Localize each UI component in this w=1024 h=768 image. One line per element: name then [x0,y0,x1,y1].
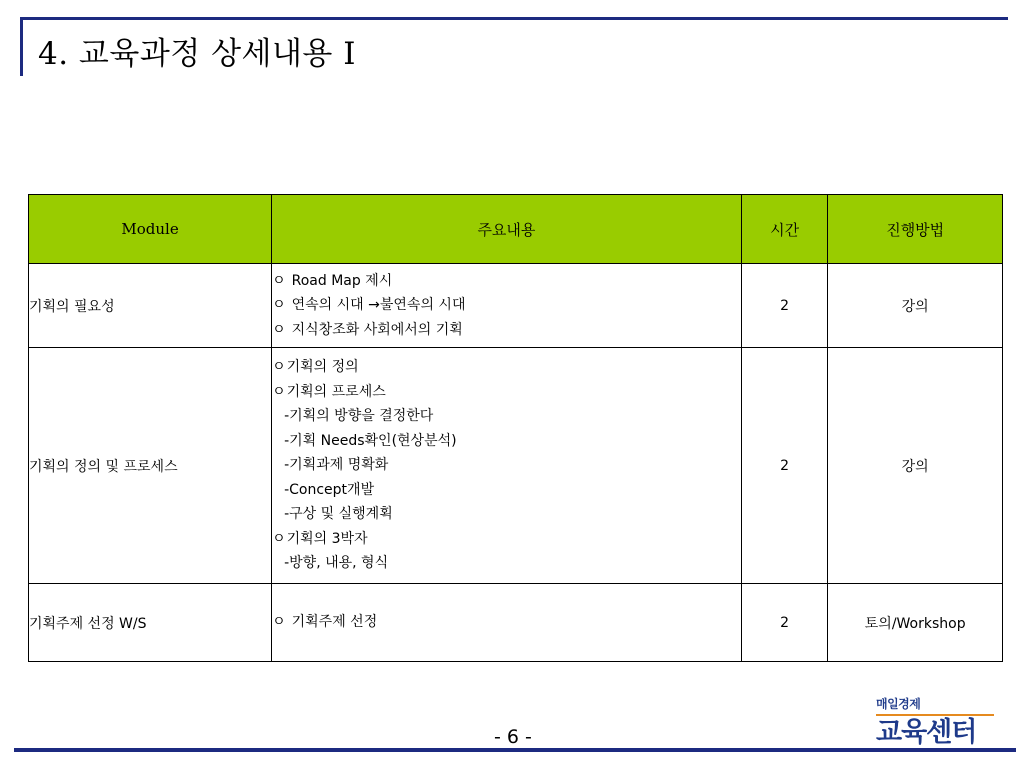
content-line [272,527,741,552]
page-title: 4. 교육과정 상세내용 I [38,36,356,72]
left-rule [20,17,23,76]
content-line [272,293,741,318]
content-subline: -기획 Needs확인(현상분석) [284,432,457,449]
method-cell: 토의/Workshop [828,584,1003,662]
logo [876,695,998,748]
module-cell: 기획의 정의 및 프로세스 [29,348,272,584]
content-text: 기획의 3박자 [286,530,368,547]
col-header-method: 진행방법 [828,195,1003,264]
bullet-icon: ㅇ [272,383,286,400]
content-cell [272,584,742,662]
content-line [272,269,741,294]
content-line [272,318,741,343]
table-row [29,264,1003,348]
content-subline: -기획의 방향을 결정한다 [284,408,434,425]
content-line [272,355,741,380]
col-header-content: 주요내용 [272,195,742,264]
logo-divider [876,714,994,716]
content-cell [272,348,742,584]
time-cell: 2 [741,264,828,348]
bullet-icon: ㅇ [272,297,286,314]
content-text: 기획의 프로세스 [286,383,386,400]
top-rule [20,17,1008,20]
course-table [28,194,1003,662]
content-text: 지식창조화 사회에서의 기획 [291,321,463,338]
bottom-rule [14,748,1016,752]
time-cell: 2 [741,348,828,584]
content-cell [272,264,742,348]
module-cell: 기획의 필요성 [29,264,272,348]
logo-big-text: 교육센터 [876,717,977,748]
content-line [272,380,741,405]
table-header-row [29,195,1003,264]
table-row [29,348,1003,584]
bullet-icon: ㅇ [272,614,286,631]
content-text: 기획의 정의 [286,359,359,376]
content-subline: -기획과제 명확화 [284,457,389,474]
bullet-icon: ㅇ [272,359,286,376]
time-cell: 2 [741,584,828,662]
logo-small-text: 매일경제 [876,697,921,711]
module-cell: 기획주제 선정 W/S [29,584,272,662]
content-text: 연속의 시대 →불연속의 시대 [291,297,466,314]
page-number: - 6 - [494,726,532,748]
content-subline: -방향, 내용, 형식 [284,555,389,572]
bullet-icon: ㅇ [272,530,286,547]
col-header-module: Module [29,195,272,264]
bullet-icon: ㅇ [272,321,286,338]
table-row [29,584,1003,662]
content-line [272,610,741,635]
content-text: Road Map 제시 [291,272,393,289]
method-cell: 강의 [828,264,1003,348]
method-cell: 강의 [828,348,1003,584]
content-subline: -구상 및 실행계획 [284,506,393,523]
content-subline: -Concept개발 [284,481,375,498]
bullet-icon: ㅇ [272,272,286,289]
content-text: 기획주제 선정 [291,614,378,631]
col-header-time: 시간 [741,195,828,264]
